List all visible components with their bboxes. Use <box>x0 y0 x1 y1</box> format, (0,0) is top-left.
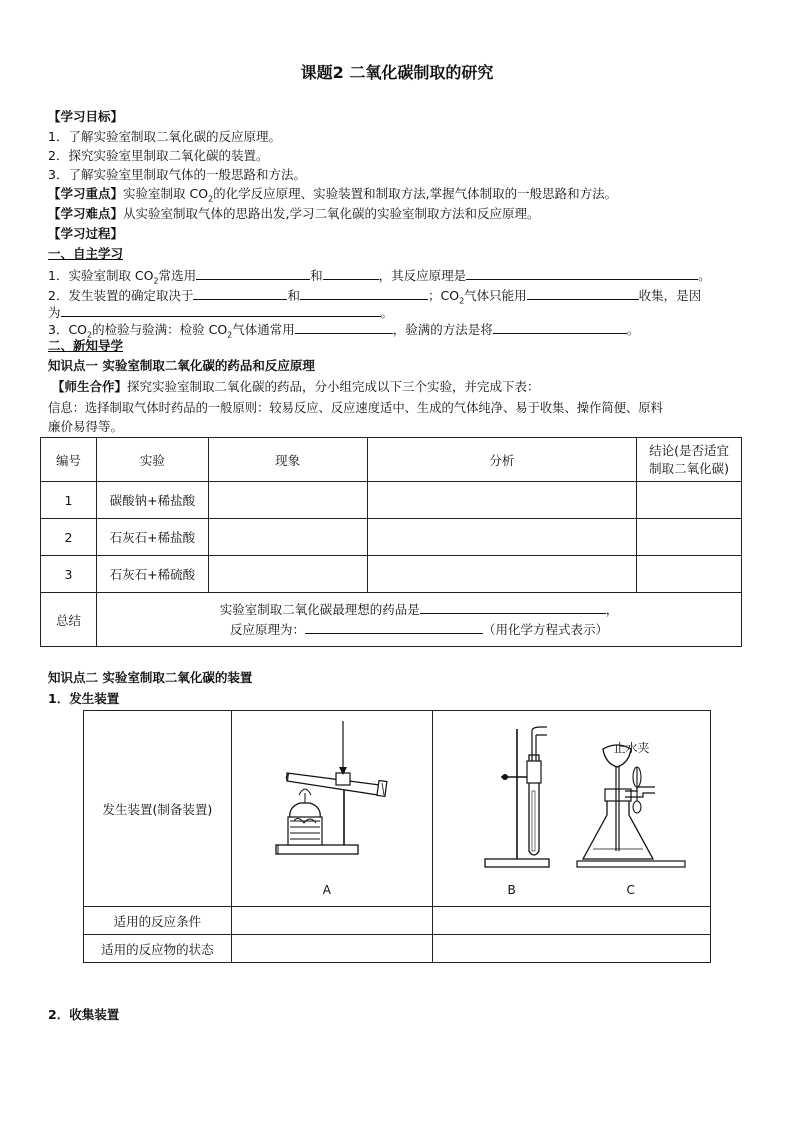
q2-text: 为 <box>48 305 61 320</box>
apparatus-a-cell <box>231 711 433 907</box>
coop-text: 探究实验室制取二氧化碳的药品，分小组完成以下三个实验，并完成下表： <box>127 379 540 394</box>
reactant-state-row <box>84 935 711 963</box>
kp1-heading: 知识点一 实验室制取二氧化碳的药品和反应原理 <box>48 358 315 373</box>
row-number: 1 <box>41 482 97 519</box>
q2-text: 和 <box>287 288 300 303</box>
goal-item: 1．了解实验室制取二氧化碳的反应原理。 <box>48 129 281 144</box>
q2-text: ；CO <box>427 288 460 303</box>
q1-text: 和 <box>310 268 323 283</box>
difficult-point <box>48 205 540 223</box>
header-cell-line: 结论(是否适宜 <box>649 442 729 458</box>
goal-item: 2．探究实验室里制取二氧化碳的装置。 <box>48 148 269 163</box>
row-experiment: 石灰石+稀硫酸 <box>96 556 208 593</box>
header-cell: 现象 <box>208 438 367 482</box>
header-cell-line: 制取二氧化碳) <box>649 460 729 476</box>
experiment-table <box>40 437 742 647</box>
summary-text: 反应原理为： <box>229 621 305 637</box>
new-knowledge-heading: 二、新知导学 <box>48 338 124 353</box>
q1-text: 。 <box>698 268 711 283</box>
row-number: 2 <box>41 519 97 556</box>
apparatus-bc-cell <box>433 711 711 907</box>
question-3: 3．$CO_2$的检验与验满：检验 $CO_2$气体通常用 ，验满的方法是将 。 <box>48 322 640 340</box>
goal-item: 3．了解实验室里制取气体的一般思路和方法。 <box>48 167 306 182</box>
answer-blank[interactable] <box>323 266 379 280</box>
q1-text: ，其反应原理是 <box>378 268 467 283</box>
conclusion-cell[interactable] <box>637 556 742 593</box>
table-header-row <box>41 438 742 482</box>
flask-apparatus-figure <box>433 711 709 907</box>
key-point-text-b: 的化学反应原理、实验装置和制取方法,掌握气体制取的一般思路和方法。 <box>213 186 618 201</box>
answer-blank[interactable] <box>420 600 606 614</box>
reactant-state-label: 适用的反应物的状态 <box>84 935 232 963</box>
question-2: 2．发生装置的确定取决于 和 ；$CO_2$气体只能用 收集，是因 <box>48 288 702 306</box>
figure-label-a: A <box>322 883 331 897</box>
difficult-point-label: 【学习难点】 <box>48 206 124 221</box>
q2-text: 。 <box>380 305 394 320</box>
answer-blank[interactable] <box>305 620 483 634</box>
figure-label-c: C <box>626 883 635 897</box>
header-cell: 分析 <box>367 438 637 482</box>
answer-blank[interactable] <box>466 266 698 280</box>
phenomenon-cell[interactable] <box>208 519 367 556</box>
self-study-heading: 一、自主学习 <box>48 246 124 261</box>
info-line: 廉价易得等。 <box>48 419 124 434</box>
figure-label-b: B <box>507 883 516 897</box>
q3-text: 的检验与验满：检验 CO <box>92 322 228 337</box>
page-title: 课题2 二氧化碳制取的研究 <box>300 63 494 82</box>
q1-text: 1．实验室制取 CO <box>48 268 154 283</box>
summary-row <box>41 593 742 647</box>
clamp-label: 止水夹 <box>613 741 650 755</box>
key-point-text: 实验室制取 CO <box>123 186 209 201</box>
apparatus-row-label: 发生装置(制备装置) <box>84 711 232 907</box>
q2-text: 气体只能用 <box>464 288 527 303</box>
table-row <box>41 482 742 519</box>
summary-line <box>97 600 741 620</box>
condition-row <box>84 907 711 935</box>
condition-cell-a[interactable] <box>231 907 433 935</box>
phenomenon-cell[interactable] <box>208 556 367 593</box>
q3-text: 气体通常用 <box>232 322 295 337</box>
summary-text: ， <box>605 601 619 617</box>
row-experiment: 石灰石+稀盐酸 <box>96 519 208 556</box>
key-point: 【学习重点】实验室制取 $CO_2$的化学反应原理、实验装置和制取方法,掌握气体制取的一般思路和方法。 <box>48 186 618 204</box>
q3-text: ，验满的方法是将 <box>392 322 493 337</box>
summary-line <box>97 620 741 640</box>
summary-text: 实验室制取二氧化碳最理想的药品是 <box>219 601 420 617</box>
header-cell: 编号 <box>41 438 97 482</box>
header-cell <box>637 438 742 482</box>
answer-blank[interactable] <box>61 303 381 317</box>
table-row <box>41 556 742 593</box>
condition-cell-bc[interactable] <box>433 907 711 935</box>
coop-label: 【师生合作】 <box>52 379 128 394</box>
coop-line <box>52 378 540 396</box>
conclusion-cell[interactable] <box>637 482 742 519</box>
q1-text: 常选用 <box>158 268 197 283</box>
q2-text: 2．发生装置的确定取决于 <box>48 288 194 303</box>
apparatus-row <box>84 711 711 907</box>
reactant-state-cell-a[interactable] <box>231 935 433 963</box>
generation-apparatus-heading: 1．发生装置 <box>48 691 120 706</box>
answer-blank[interactable] <box>196 266 310 280</box>
row-experiment: 碳酸钠+稀盐酸 <box>96 482 208 519</box>
table-row <box>41 519 742 556</box>
info-line: 信息：选择制取气体时药品的一般原则：较易反应、反应速度适中、生成的气体纯净、易于收集、操作简便、原料 <box>48 401 663 415</box>
question-1: 1．实验室制取 $CO_2$常选用 和 ，其反应原理是 。 <box>48 268 711 286</box>
q3-text: 。 <box>626 322 640 337</box>
heating-apparatus-figure <box>232 711 432 907</box>
goals-heading: 【学习目标】 <box>48 109 124 124</box>
process-heading: 【学习过程】 <box>48 226 124 241</box>
analysis-cell[interactable] <box>367 556 637 593</box>
condition-label: 适用的反应条件 <box>84 907 232 935</box>
answer-blank[interactable] <box>295 320 393 334</box>
q2-text: 收集，是因 <box>638 288 702 303</box>
collection-apparatus-heading: 2．收集装置 <box>48 1007 120 1022</box>
kp2-heading: 知识点二 实验室制取二氧化碳的装置 <box>48 670 253 685</box>
analysis-cell[interactable] <box>367 519 637 556</box>
header-cell: 实验 <box>96 438 208 482</box>
q3-text: 3．CO <box>48 322 88 337</box>
answer-blank[interactable] <box>300 286 428 300</box>
difficult-point-text: 从实验室制取气体的思路出发,学习二氧化碳的实验室制取方法和反应原理。 <box>123 206 540 221</box>
key-point-label: 【学习重点】 <box>48 186 124 201</box>
answer-blank[interactable] <box>193 286 287 300</box>
row-number: 3 <box>41 556 97 593</box>
summary-text: （用化学方程式表示） <box>482 621 608 637</box>
answer-blank[interactable] <box>493 320 627 334</box>
conclusion-cell[interactable] <box>637 519 742 556</box>
apparatus-table <box>83 710 711 963</box>
summary-content <box>96 593 741 647</box>
reactant-state-cell-bc[interactable] <box>433 935 711 963</box>
answer-blank[interactable] <box>527 286 639 300</box>
summary-label: 总结 <box>41 593 97 647</box>
phenomenon-cell[interactable] <box>208 482 367 519</box>
analysis-cell[interactable] <box>367 482 637 519</box>
